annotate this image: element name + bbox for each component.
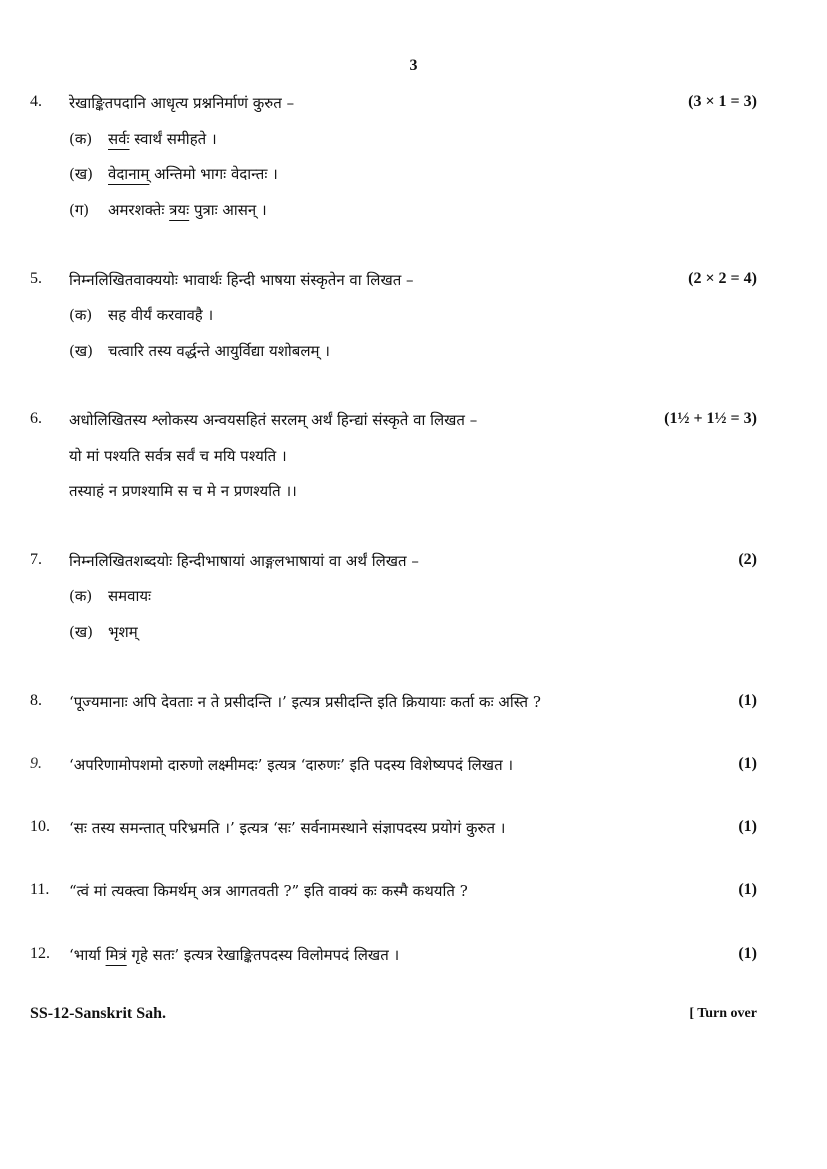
marks: (1½ + 1½ = 3): [664, 410, 757, 427]
question-text: ‘भार्या मित्रं गृहे सतः’ इत्यत्र रेखाङ्कितपदस्य विलोमपदं लिखत ।: [69, 946, 400, 964]
option-text: समवायः: [108, 587, 152, 605]
underlined-word: मित्रं: [105, 946, 127, 964]
option-label: (ख): [69, 165, 93, 183]
marks: (1): [738, 692, 757, 709]
question-text: ‘अपरिणामोपशमो दारुणो लक्ष्मीमदः’ इत्यत्र ‘दारुणः’ इति पदस्य विशेष्यपदं लिखत ।: [69, 756, 514, 774]
marks: (1): [738, 881, 757, 898]
option-label: (क): [69, 130, 93, 148]
underlined-word: वेदानाम्: [108, 165, 150, 183]
question-number: 12.: [30, 945, 50, 962]
question-number: 7.: [30, 551, 42, 568]
question-text: निम्नलिखितशब्दयोः हिन्दीभाषायां आङ्गलभाषायां वा अर्थं लिखत –: [69, 552, 419, 570]
option-label: (क): [69, 587, 93, 605]
marks: (3 × 1 = 3): [688, 93, 757, 110]
question-text: ‘सः तस्य समन्तात् परिभ्रमति ।’ इत्यत्र ‘सः’ सर्वनामस्थाने संज्ञापदस्य प्रयोगं कुरुत ।: [69, 819, 506, 837]
option-label: (ख): [69, 623, 93, 641]
question-number: 11.: [30, 881, 50, 898]
question-number: 6.: [30, 410, 42, 427]
question-text: रेखाङ्कितपदानि आधृत्य प्रश्ननिर्माणं कुरुत –: [69, 94, 295, 112]
option-text: सह वीर्यं करवावहै ।: [108, 306, 214, 324]
question-text: अधोलिखितस्य श्लोकस्य अन्वयसहितं सरलम् अर्थं हिन्द्यां संस्कृते वा लिखत –: [69, 411, 478, 429]
question-text: ‘पूज्यमानाः अपि देवताः न ते प्रसीदन्ति ।’ इत्यत्र प्रसीदन्ति इति क्रियायाः कर्ता कः अस्ति ?: [69, 693, 541, 711]
option-label: (क): [69, 306, 93, 324]
option-text: अमरशक्तेः त्रयः पुत्राः आसन् ।: [108, 201, 267, 219]
question-text: निम्नलिखितवाक्ययोः भावार्थः हिन्दी भाषया संस्कृतेन वा लिखत –: [69, 271, 414, 289]
option-text: वेदानाम् अन्तिमो भागः वेदान्तः ।: [108, 165, 278, 183]
option-text: भृशम्: [108, 623, 138, 641]
marks: (2 × 2 = 4): [688, 270, 757, 287]
question-number: 4.: [30, 93, 42, 110]
underlined-word: सर्वः: [108, 130, 130, 148]
paper-code: SS-12-Sanskrit Sah.: [30, 1005, 167, 1022]
marks: (1): [738, 818, 757, 835]
turn-over-note: [ Turn over: [689, 1006, 757, 1021]
option-label: (ख): [69, 342, 93, 360]
question-text: “त्वं मां त्यक्त्वा किमर्थम् अत्र आगतवती ?” इति वाक्यं कः कस्मै कथयति ?: [69, 882, 468, 900]
question-number: 9.: [30, 755, 42, 772]
option-text: सर्वः स्वार्थं समीहते ।: [108, 130, 217, 148]
page-number: 3: [409, 57, 418, 74]
question-number: 8.: [30, 692, 42, 709]
underlined-word: त्रयः: [169, 201, 190, 219]
question-number: 10.: [30, 818, 50, 835]
verse-line: तस्याहं न प्रणश्यामि स च मे न प्रणश्यति ।।: [69, 482, 297, 500]
marks: (1): [738, 945, 757, 962]
question-number: 5.: [30, 270, 42, 287]
verse-line: यो मां पश्यति सर्वत्र सर्वं च मयि पश्यति ।: [69, 447, 287, 465]
option-text: चत्वारि तस्य वर्द्धन्ते आयुर्विद्या यशोबलम् ।: [108, 342, 330, 360]
option-label: (ग): [69, 201, 90, 219]
marks: (1): [738, 755, 757, 772]
marks: (2): [738, 551, 757, 568]
